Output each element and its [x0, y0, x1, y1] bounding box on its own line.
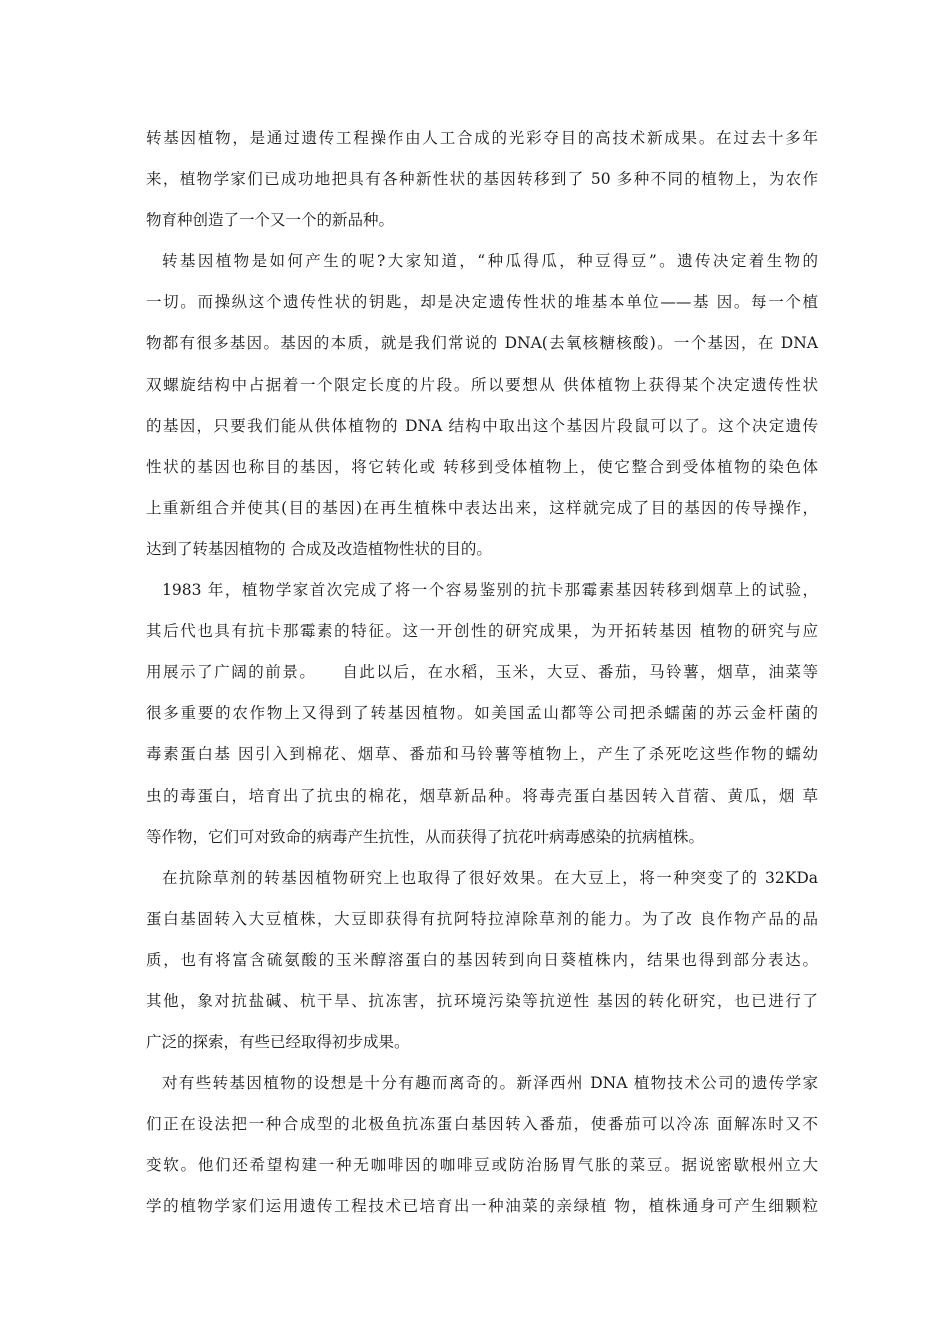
text-line: 毒素蛋白基 因引入到棉花、烟草、番茄和马铃薯等植物上，产生了杀死吃这些作物的蠕幼 [146, 745, 818, 764]
text-line: 双螺旋结构中占据着一个限定长度的片段。所以要想从 供体植物上获得某个决定遗传性状 [146, 375, 818, 394]
text-line: 对有些转基因植物的设想是十分有趣而离奇的。新泽西州 DNA 植物技术公司的遗传学家 [162, 1074, 818, 1093]
paragraph-2 [146, 241, 818, 570]
text-line: 质，也有将富含硫氨酸的玉米醇溶蛋白的基因转到向日葵植株内，结果也得到部分表达。 [146, 950, 818, 969]
text-line: 1983 年，植物学家首次完成了将一个容易鉴别的抗卡那霉素基因转移到烟草上的试验， [162, 581, 818, 600]
text-line: 用展示了广阔的前景。 自此以后，在水稻，玉米，大豆、番茄，马铃薯，烟草，油菜等 [146, 663, 818, 682]
text-line: 蛋白基固转入大豆植株，大豆即获得有抗阿特拉淖除草剂的能力。为了改 良作物产品的品 [146, 909, 818, 928]
document-body [146, 118, 818, 1228]
text-line: 转基因植物，是通过遗传工程操作由人工合成的光彩夺目的高技术新成果。在过去十多年 [146, 129, 818, 147]
text-line: 广泛的探索，有些已经取得初步成果。 [146, 1033, 410, 1052]
text-line: 性状的基因也称目的基因，将它转化或 转移到受体植物上，使它整合到受体植物的染色体 [146, 457, 818, 476]
text-line: 上重新组合并使其(目的基因)在再生植株中表达出来，这样就完成了目的基因的传导操作， [146, 498, 818, 517]
text-line: 虫的毒蛋白，培育出了抗虫的棉花，烟草新品种。将毒壳蛋白基因转入苜蓿、黄瓜，烟 草 [146, 786, 818, 805]
text-line: 在抗除草剂的转基因植物研究上也取得了很好效果。在大豆上，将一种突变了的 32KDa [162, 868, 818, 887]
text-line: 转基因植物是如何产生的呢?大家知道，“种瓜得瓜，种豆得豆”。遗传决定着生物的 [162, 252, 818, 271]
text-line: 其后代也具有抗卡那霉素的特征。这一开创性的研究成果，为开拓转基因 植物的研究与应 [146, 622, 818, 641]
paragraph-1 [146, 118, 818, 241]
text-line: 的基因，只要我们能从供体植物的 DNA 结构中取出这个基因片段鼠可以了。这个决定遗传 [146, 416, 818, 435]
paragraph-3 [146, 570, 818, 858]
text-line: 变软。他们还希望构建一种无咖啡因的咖啡豆或防治肠胃气胀的菜豆。据说密歇根州立大 [146, 1156, 818, 1175]
text-line: 物都有很多基因。基因的本质，就是我们常说的 DNA(去氧核糖核酸)。一个基因，在 DNA [146, 334, 818, 353]
text-line: 一切。而操纵这个遗传性状的钥匙，却是决定遗传性状的堆基本单位——基 因。每一个植 [146, 293, 818, 312]
text-line: 们正在设法把一种合成型的北极鱼抗冻蛋白基因转入番茄，使番茄可以冷冻 面解冻时又不 [146, 1115, 818, 1134]
paragraph-5 [146, 1063, 818, 1227]
text-line: 物育种创造了一个又一个的新品种。 [146, 211, 395, 230]
text-line: 其他，象对抗盐碱、杭干旱、抗冻害，抗环境污染等抗逆性 基因的转化研究，也已进行了 [146, 991, 818, 1010]
text-line: 等作物，它们可对致命的病毒产生抗性，从而获得了抗花叶病毒感染的抗病植株。 [146, 827, 705, 846]
text-line: 很多重要的农作物上又得到了转基因植物。如美国孟山都等公司把杀蠕菌的苏云金杆菌的 [146, 704, 818, 723]
text-line: 达到了转基因植物的 合成及改造植物性状的目的。 [146, 539, 492, 558]
text-line: 学的植物学家们运用遗传工程技术已培育出一种油菜的亲绿植 物，植株通身可产生细颗粒 [146, 1197, 818, 1216]
paragraph-4 [146, 858, 818, 1063]
text-line: 来，植物学家们已成功地把具有各种新性状的基因转移到了 50 多种不同的植物上，为农作 [146, 170, 818, 189]
